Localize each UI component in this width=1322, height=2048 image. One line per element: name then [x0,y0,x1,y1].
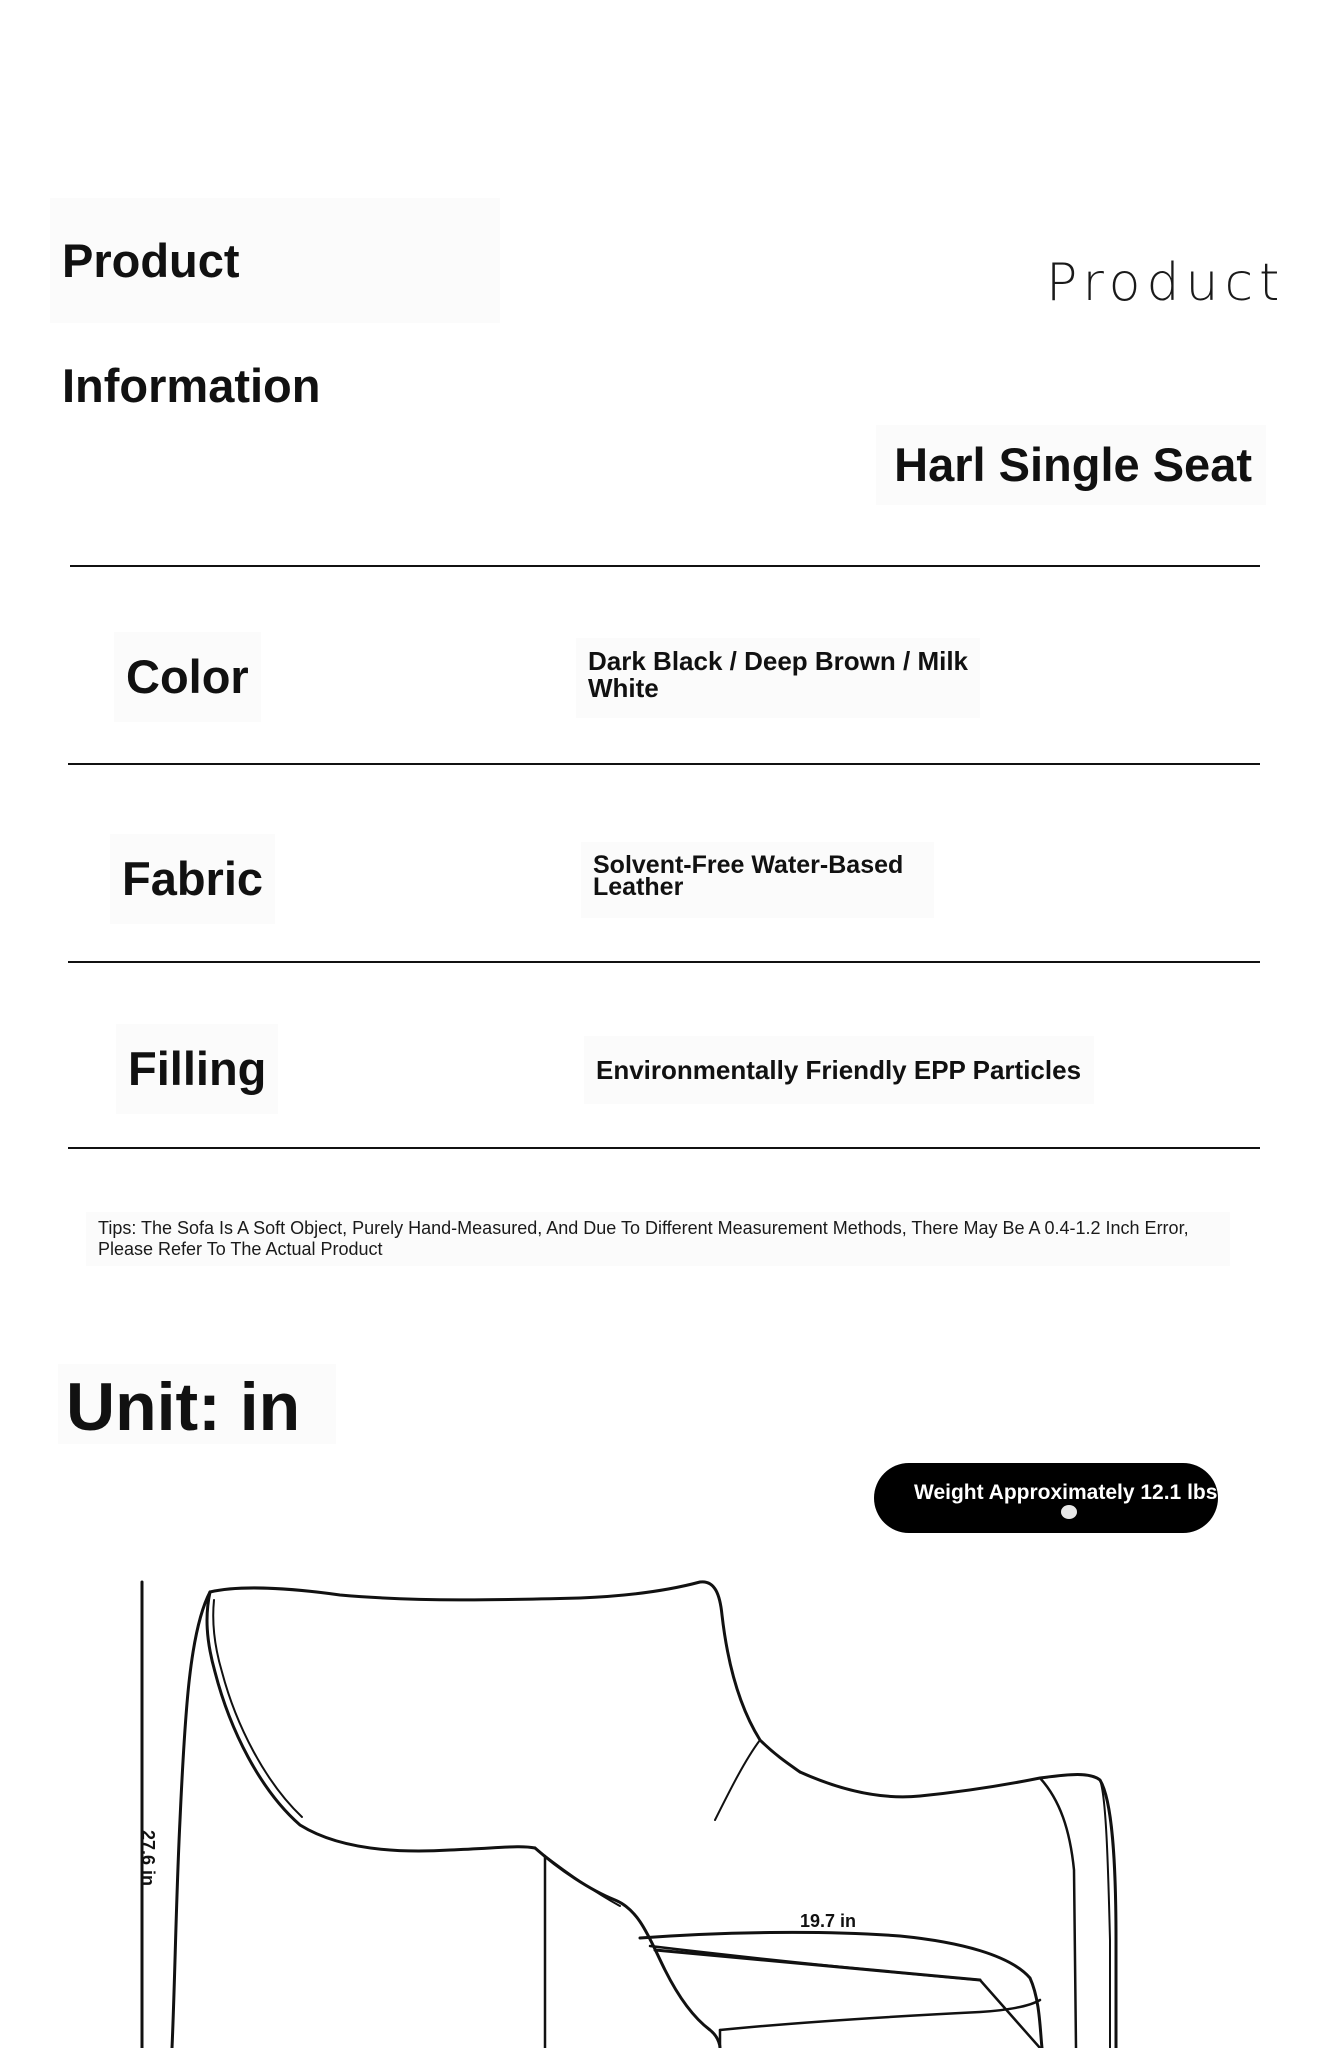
spec-label-color: Color [114,632,261,722]
brand-logo-text: Product [1046,253,1286,313]
sofa-left-side [172,1592,210,2048]
spec-value-fabric: Solvent-Free Water-Based Leather [581,842,934,918]
divider [68,1147,1260,1149]
width-dimension-label: 19.7 in [800,1911,857,1931]
spec-label-filling: Filling [116,1024,278,1114]
sofa-back-top [210,1582,800,1772]
sofa-front-arm [535,1848,720,2048]
sofa-back-left [207,1592,535,1851]
spec-value-color: Dark Black / Deep Brown / Milk White [576,638,980,718]
spec-value-filling: Environmentally Friendly EPP Particles [584,1036,1094,1104]
weight-badge: Weight Approximately 12.1 lbs [874,1463,1218,1533]
product-name: Harl Single Seat [876,425,1266,505]
spec-label-fabric: Fabric [110,834,275,924]
divider [70,565,1260,567]
unit-heading: Unit: in [58,1364,336,1444]
sofa-seat-cushion [640,1932,1042,2048]
width-dimension-line [655,1950,980,1980]
weight-dot [1061,1505,1077,1519]
measurement-tips: Tips: The Sofa Is A Soft Object, Purely Hand-Measured, And Due To Different Measurement Methods, There May Be A 0.4-1.2 Inch Error, Please Refer To The Actual Product [86,1212,1230,1266]
divider [68,961,1260,963]
page-title: Product Information [50,198,500,323]
sofa-illustration [0,1560,1322,2048]
height-dimension-label: 27.6 in [138,1829,158,1887]
divider [68,763,1260,765]
